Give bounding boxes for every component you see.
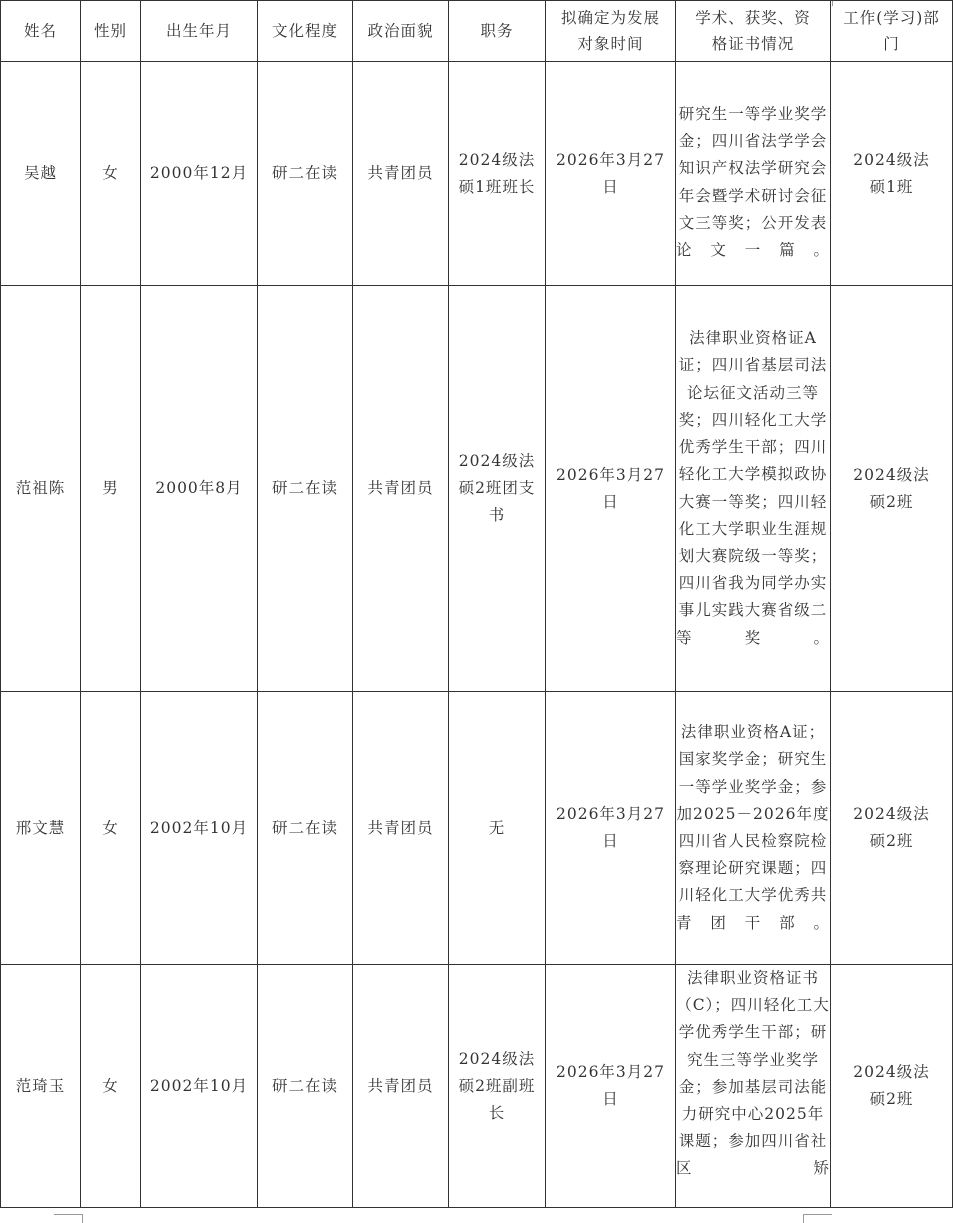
education-cell: 研二在读 xyxy=(258,62,353,286)
awards-cell xyxy=(676,965,831,1208)
table-row xyxy=(1,62,953,286)
header-development-date: 拟确定为发展对象时间 xyxy=(546,1,676,62)
gender-cell: 女 xyxy=(81,692,141,965)
education-cell: 研二在读 xyxy=(258,692,353,965)
development-date-cell: 2026年3月27日 xyxy=(546,692,676,965)
header-department: 工作(学习)部门 xyxy=(831,1,953,62)
awards-text: 法律职业资格证书（C）；四川轻化工大学优秀学生干部；研究生三等学业奖学金；参加基层司法能力研究中心2025年课题；参加四川省社区矫 xyxy=(676,969,830,1178)
gender-cell: 女 xyxy=(81,965,141,1208)
page-corner-mark xyxy=(54,1214,83,1223)
header-education: 文化程度 xyxy=(258,1,353,62)
awards-cell: 法律职业资格证A证；四川省基层司法论坛征文活动三等奖；四川轻化工大学优秀学生干部；四川轻化工大学模拟政协大赛一等奖；四川轻化工大学职业生涯规划大赛院级一等奖；四川省我为同学办实事儿实践大赛省级二等奖。 xyxy=(676,286,831,692)
header-birth: 出生年月 xyxy=(141,1,258,62)
political-cell: 共青团员 xyxy=(353,62,449,286)
education-cell: 研二在读 xyxy=(258,286,353,692)
gender-cell: 女 xyxy=(81,62,141,286)
header-political-status: 政治面貌 xyxy=(353,1,449,62)
political-cell: 共青团员 xyxy=(353,965,449,1208)
position-cell: 2024级法硕2班副班长 xyxy=(449,965,546,1208)
name-cell: 吴越 xyxy=(1,62,81,286)
development-date-cell: 2026年3月27日 xyxy=(546,965,676,1208)
department-cell: 2024级法硕2班 xyxy=(831,692,953,965)
header-name: 姓名 xyxy=(1,1,81,62)
birth-cell: 2000年12月 xyxy=(141,62,258,286)
header-position: 职务 xyxy=(449,1,546,62)
position-cell: 无 xyxy=(449,692,546,965)
department-cell: 2024级法硕2班 xyxy=(831,286,953,692)
political-cell: 共青团员 xyxy=(353,286,449,692)
birth-cell: 2002年10月 xyxy=(141,692,258,965)
name-cell: 邢文慧 xyxy=(1,692,81,965)
position-cell: 2024级法硕1班班长 xyxy=(449,62,546,286)
development-date-cell: 2026年3月27日 xyxy=(546,286,676,692)
department-cell: 2024级法硕2班 xyxy=(831,965,953,1208)
name-cell: 范琦玉 xyxy=(1,965,81,1208)
awards-cell: 研究生一等学业奖学金；四川省法学学会知识产权法学研究会年会暨学术研讨会征文三等奖；公开发表论文一篇。 xyxy=(676,62,831,286)
header-gender: 性别 xyxy=(81,1,141,62)
department-cell: 2024级法硕1班 xyxy=(831,62,953,286)
gender-cell: 男 xyxy=(81,286,141,692)
table-row xyxy=(1,965,953,1208)
political-cell: 共青团员 xyxy=(353,692,449,965)
birth-cell: 2000年8月 xyxy=(141,286,258,692)
header-row xyxy=(1,1,953,62)
page-corner-mark xyxy=(803,1214,832,1223)
birth-cell: 2002年10月 xyxy=(141,965,258,1208)
education-cell: 研二在读 xyxy=(258,965,353,1208)
header-awards: 学术、获奖、资格证书情况 xyxy=(676,1,831,62)
table-row xyxy=(1,692,953,965)
development-date-cell: 2026年3月27日 xyxy=(546,62,676,286)
name-cell: 范祖陈 xyxy=(1,286,81,692)
position-cell: 2024级法硕2班团支书 xyxy=(449,286,546,692)
table-row xyxy=(1,286,953,692)
awards-cell: 法律职业资格A证；国家奖学金；研究生一等学业奖学金；参加2025－2026年度四川省人民检察院检察理论研究课题；四川轻化工大学优秀共青团干部。 xyxy=(676,692,831,965)
